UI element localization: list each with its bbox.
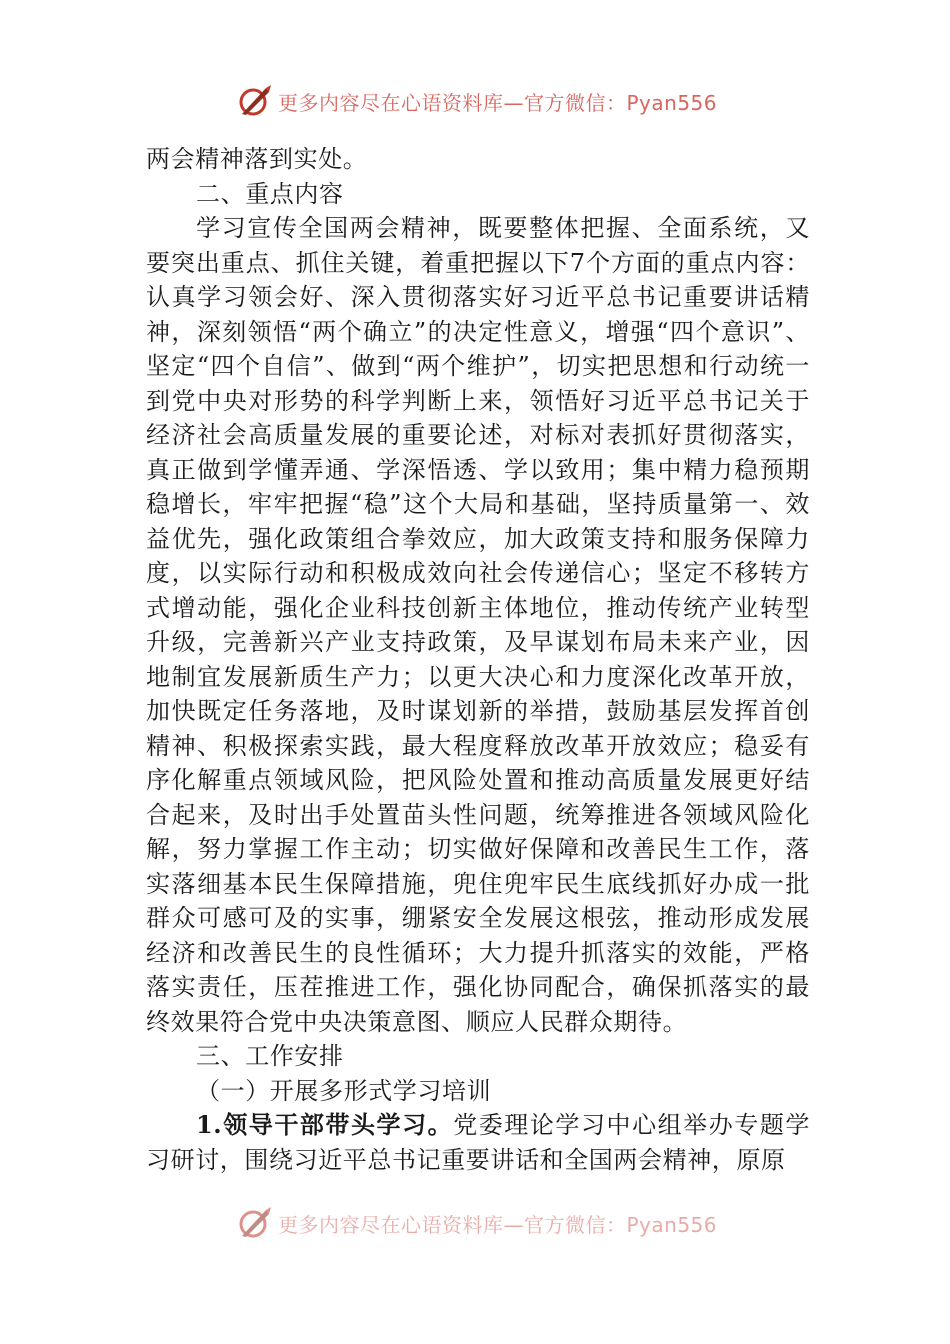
watermark-text: 更多内容尽在心语资料库—官方微信：Pyan556 — [278, 1212, 718, 1237]
watermark-top — [236, 84, 717, 118]
quill-pen-logo-icon — [236, 1206, 272, 1240]
item-body-text: 党委理论学习中心组举办专题学习研讨，围绕习近平总书记重要讲话和全国两会精神，原原 — [146, 1111, 811, 1174]
subsection-heading-training: （一）开展多形式学习培训 — [196, 1076, 492, 1105]
quill-pen-logo-icon — [236, 84, 272, 118]
watermark-text: 更多内容尽在心语资料库—官方微信：Pyan556 — [278, 90, 718, 115]
section-heading-key-content: 二、重点内容 — [196, 179, 344, 208]
continuation-paragraph: 两会精神落到实处。 — [146, 145, 368, 173]
document-body — [146, 142, 810, 1177]
item-paragraph-leaders-study — [146, 1108, 810, 1177]
key-content-paragraph: 学习宣传全国两会精神，既要整体把握、全面系统，又要突出重点、抓住关键，着重把握以下7个方面的重点内容：认真学习领会好、深入贯彻落实好习近平总书记重要讲话精神，深刻领悟“两个确立”的决定性意义，增强“四个意识”、坚定“四个自信”、做到“两个维护”，切实把思想和行动统一到党中央对形势的科学判断上来，领悟好习近平总书记关于经济社会高质量发展的重要论述，对标对表抓好贯彻落实，真正做到学懂弄通、学深悟透、学以致用；集中精力稳预期稳增长，牢牢把握“稳”这个大局和基础，坚持质量第一、效益优先，强化政策组合拳效应，加大政策支持和服务保障力度，以实际行动和积极成效向社会传递信心；坚定不移转方式增动能，强化企业科技创新主体地位，推动传统产业转型升级，完善新兴产业支持政策，及早谋划布局未来产业，因地制宜发展新质生产力；以更大决心和力度深化改革开放，加快既定任务落地，及时谋划新的举措，鼓励基层发挥首创精神、积极探索实践，最大程度释放改革开放效应；稳妥有序化解重点领域风险，把风险处置和推动高质量发展更好结合起来，及时出手处置苗头性问题，统筹推进各领域风险化解，努力掌握工作主动；切实做好保障和改善民生工作，落实落细基本民生保障措施，兜住兜牢民生底线抓好办成一批群众可感可及的实事，绷紧安全发展这根弦，推动形成发展经济和改善民生的良性循环；大力提升抓落实的效能，严格落实责任，压茬推进工作，强化协同配合，确保抓落实的最终效果符合党中央决策意图、顺应人民群众期待。 — [146, 214, 810, 1036]
watermark-bottom — [236, 1206, 717, 1240]
item-lead-text: 1.领导干部带头学习。 — [196, 1110, 454, 1139]
section-heading-work-arrangement: 三、工作安排 — [196, 1042, 344, 1070]
